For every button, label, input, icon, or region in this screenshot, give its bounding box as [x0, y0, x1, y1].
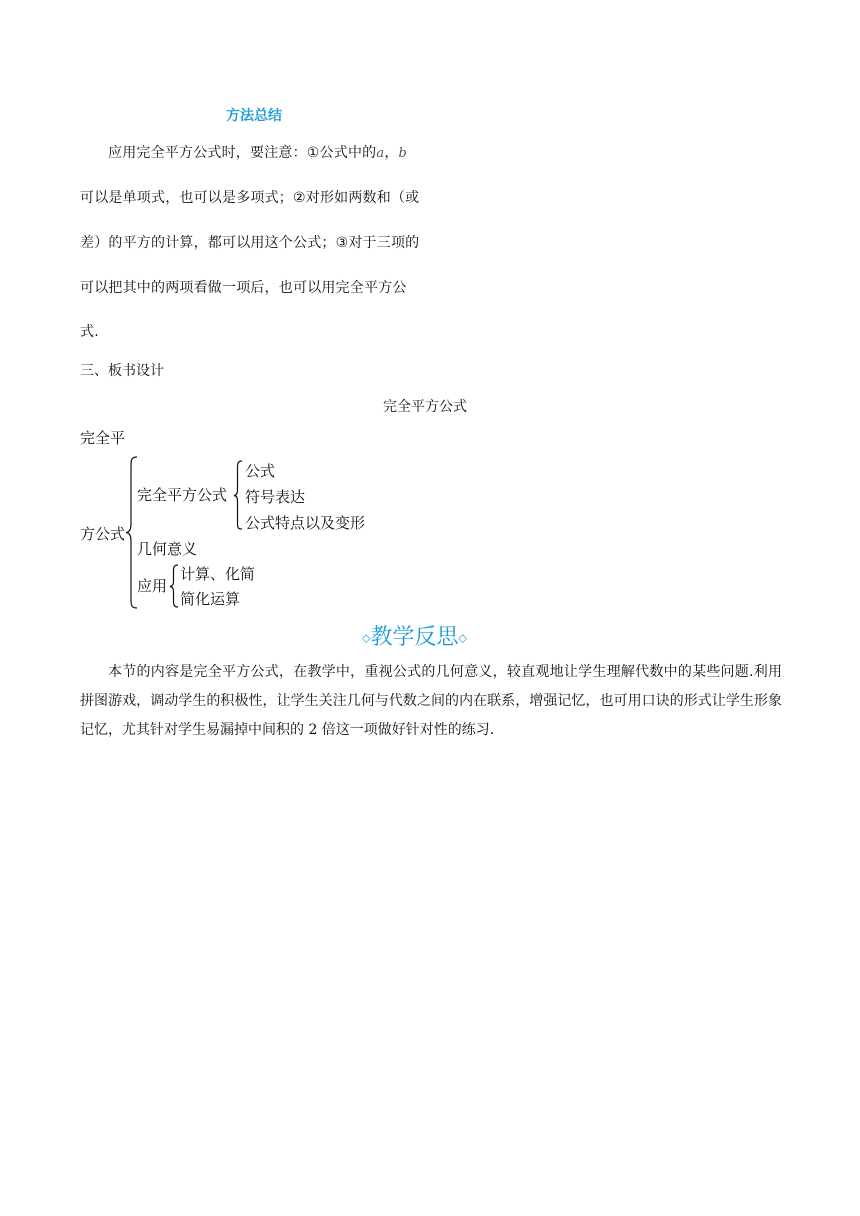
- summary-line-1-text: 应用完全平方公式时，要注意：①公式中的: [108, 145, 377, 161]
- tree-root-line-2: 方公式: [80, 525, 126, 543]
- tree-item-symbol-expression: 符号表达: [245, 488, 306, 506]
- tree-item-calculate-simplify: 计算、化简: [180, 565, 256, 583]
- tree-item-formula-features: 公式特点以及变形: [245, 514, 366, 532]
- tree-item-formula: 公式: [245, 462, 276, 480]
- summary-line-2: 可以是单项式，也可以是多项式；②对形如两数和（或: [80, 190, 420, 206]
- variable-a: a: [376, 146, 385, 161]
- summary-line-3: 差）的平方的计算，都可以用这个公式；③对于三项的: [80, 235, 420, 251]
- method-summary-title: 方法总结: [226, 108, 282, 124]
- reflection-paragraph: 本节的内容是完全平方公式，在教学中，重视公式的几何意义，较直观地让学生理解代数中的某些问题.利用拼图游戏，调动学生的积极性，让学生关注几何与代数之间的内在联系，增强记忆，也可用口诀的形式让学生形象记忆，尤其针对学生易漏掉中间积的 2 倍这一项做好针对性的练习.: [80, 664, 782, 738]
- summary-line-4: 可以把其中的两项看做一项后，也可以用完全平方公: [80, 280, 407, 296]
- diamond-right-icon: ◇: [458, 631, 467, 645]
- tree-application-branch: 应用: [137, 577, 168, 595]
- section-heading-board-design: 三、板书设计: [80, 363, 164, 379]
- reflection-title-text: 教学反思: [370, 625, 459, 650]
- application-brace-icon: [168, 564, 180, 608]
- formula-brace-icon: [232, 460, 244, 530]
- diamond-left-icon: ◇: [362, 631, 371, 645]
- board-title: 完全平方公式: [383, 399, 467, 415]
- tree-formula-branch: 完全平方公式: [137, 486, 228, 504]
- variable-b: b: [398, 146, 408, 161]
- comma: ，: [384, 145, 399, 161]
- tree-item-simplify-operations: 简化运算: [180, 590, 241, 608]
- tree-geometry-meaning: 几何意义: [137, 540, 198, 558]
- reflection-title: [362, 620, 467, 651]
- summary-line-1: [108, 142, 407, 162]
- tree-root-line-1: 完全平: [80, 429, 126, 447]
- summary-line-5: 式.: [80, 324, 99, 340]
